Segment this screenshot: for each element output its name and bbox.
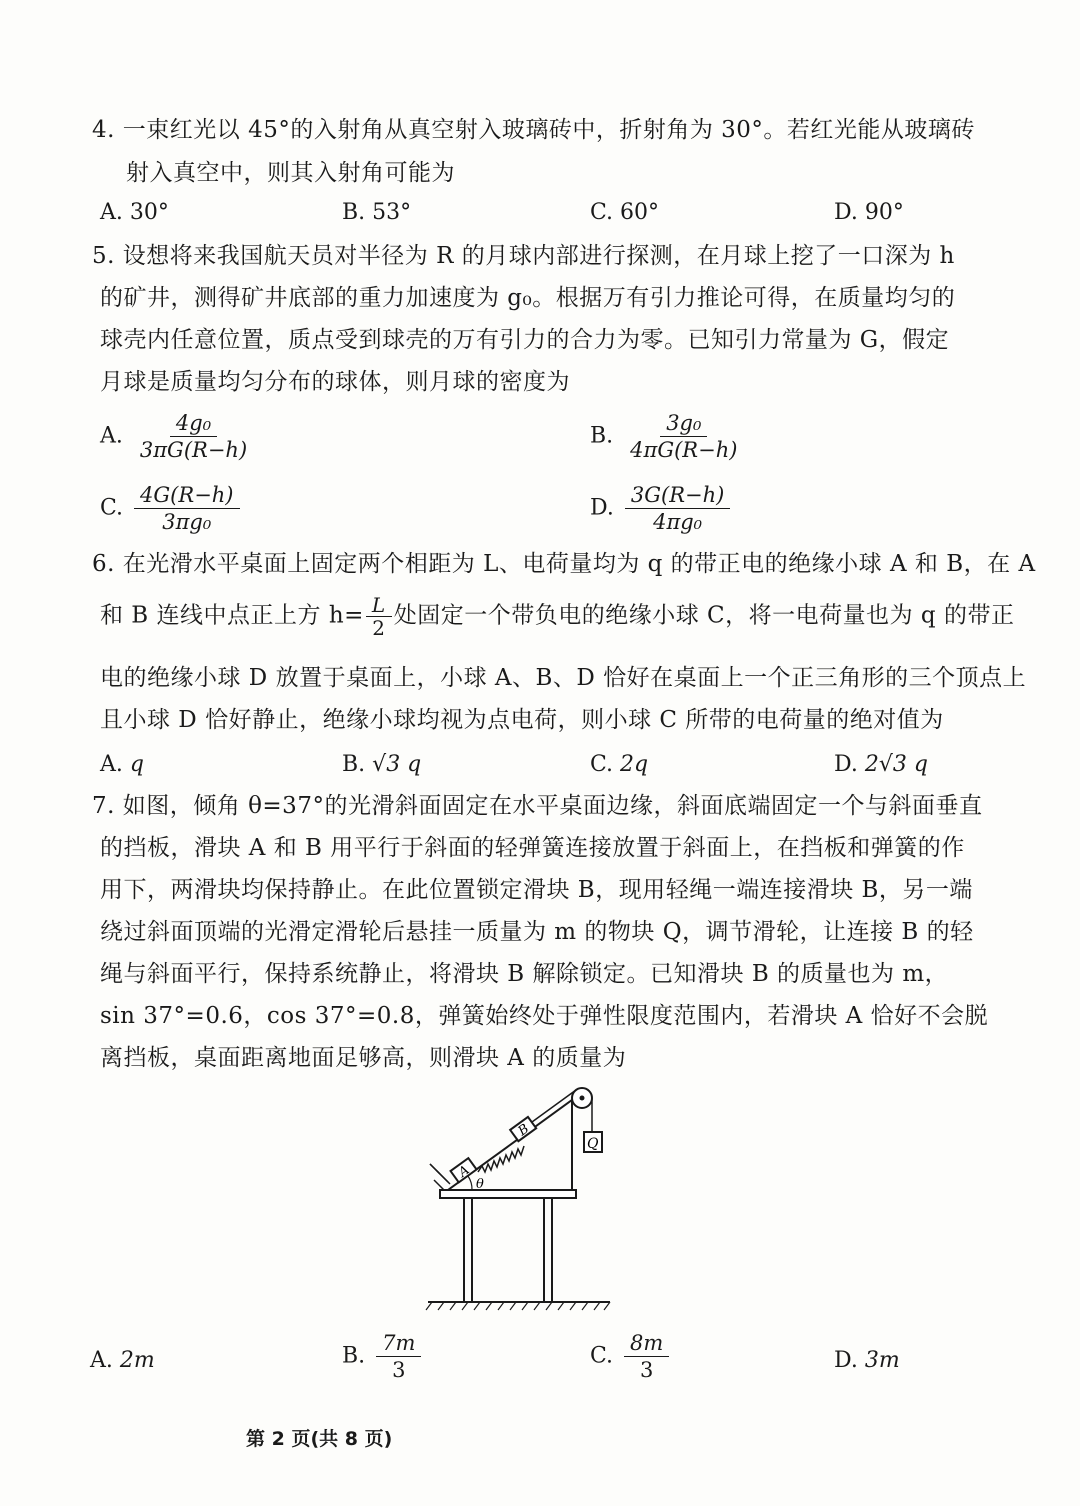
table-legs — [464, 1198, 552, 1302]
spring — [478, 1146, 524, 1172]
q5-option-c-fraction: $\frac{4G(R-h)}{\text{3πg₀}}$ — [134, 482, 239, 535]
q6-line-4: 且小球 D 恰好静止，绝缘小球均视为点电荷，则小球 C 所带的电荷量的绝对值为 — [100, 707, 944, 733]
q5-option-d-fraction: $\frac{3G(R-h)}{\text{4πg₀}}$ — [625, 482, 730, 535]
q5-option-b: B. $\frac{\text{3g₀}}{4\pi G(R-h)}$ — [590, 410, 743, 463]
q7-line-2: 的挡板，滑块 A 和 B 用平行于斜面的轻弹簧连接放置于斜面上，在挡板和弹簧的作 — [100, 835, 965, 861]
incline-figure — [420, 1080, 620, 1320]
q6-line-1: 6. 在光滑水平桌面上固定两个相距为 L、电荷量均为 q 的带正电的绝缘小球 A 和 B，在 A — [92, 551, 1036, 577]
q7-line-5: 绳与斜面平行，保持系统静止，将滑块 B 解除锁定。已知滑块 B 的质量也为 m， — [100, 961, 949, 987]
q7-line-1: 7. 如图，倾角 θ=37°的光滑斜面固定在水平桌面边缘，斜面底端固定一个与斜面垂直 — [92, 793, 983, 819]
q6-line-3: 电的绝缘小球 D 放置于桌面上，小球 A、B、D 恰好在桌面上一个正三角形的三个顶点上 — [100, 665, 1027, 691]
q4-option-b: B. 53° — [342, 200, 412, 225]
q6-option-d: D. 2√3 q — [834, 752, 928, 777]
block-a — [451, 1158, 478, 1184]
q6-line-2: 和 B 连线中点正上方 h= $\frac{L}{2}$ 处固定一个带负电的绝缘小球 C，将一电荷量也为 q 的带正 — [100, 593, 1015, 640]
label-a: A — [455, 1162, 473, 1181]
q5-option-a-fraction: $\frac{\text{4g₀}}{3\pi G(R-h)}$ — [139, 411, 248, 462]
q5-option-a: A. $\frac{\text{4g₀}}{3\pi G(R-h)}$ — [100, 410, 253, 463]
q4-line-2: 射入真空中，则其入射角可能为 — [126, 160, 455, 186]
q5-option-c: C. $\frac{4G(R-h)}{\text{3πg₀}}$ — [100, 482, 240, 535]
q7-option-c: C. $\frac{8m}{3}$ — [590, 1330, 669, 1383]
q7-option-a: A. 2m — [90, 1348, 155, 1373]
page-footer: 第 2 页(共 8 页) — [246, 1428, 393, 1450]
q7-option-d: D. 3m — [834, 1348, 900, 1373]
q7-line-7: 离挡板，桌面距离地面足够高，则滑块 A 的质量为 — [100, 1045, 627, 1071]
q7-line-4: 绕过斜面顶端的光滑定滑轮后悬挂一质量为 m 的物块 Q，调节滑轮，让连接 B 的轻 — [100, 919, 974, 945]
q4-option-d: D. 90° — [834, 200, 904, 225]
q4-option-c: C. 60° — [590, 200, 660, 225]
q4-line-1: 4. 一束红光以 45°的入射角从真空射入玻璃砖中，折射角为 30°。若红光能从玻璃砖 — [92, 117, 975, 143]
q5-line-2: 的矿井，测得矿井底部的重力加速度为 g₀。根据万有引力推论可得，在质量均匀的 — [100, 285, 956, 311]
label-theta: θ — [476, 1177, 484, 1192]
rope-incline — [532, 1090, 576, 1122]
q5-line-3: 球壳内任意位置，质点受到球壳的万有引力的合力为零。已知引力常量为 G，假定 — [100, 327, 950, 353]
q5-option-b-fraction: $\frac{\text{3g₀}}{4\pi G(R-h)}$ — [630, 411, 738, 462]
label-q: Q — [587, 1136, 599, 1152]
q4-option-a: A. 30° — [100, 200, 169, 225]
pulley-axle — [580, 1096, 585, 1101]
q6-h-fraction: $\frac{L}{2}$ — [366, 594, 392, 639]
q7-line-3: 用下，两滑块均保持静止。在此位置锁定滑块 B，现用轻绳一端连接滑块 B，另一端 — [100, 877, 973, 903]
q7-line-6: sin 37°=0.6，cos 37°=0.8，弹簧始终处于弹性限度范围内，若滑块 A 恰好不会脱 — [100, 1003, 989, 1029]
q7-option-b: B. $\frac{7m}{3}$ — [342, 1330, 421, 1383]
table-top — [440, 1190, 576, 1198]
q5-line-1: 5. 设想将来我国航天员对半径为 R 的月球内部进行探测，在月球上挖了一口深为 h — [92, 243, 955, 269]
q6-option-a: A. q — [100, 752, 144, 777]
q5-line-4: 月球是质量均匀分布的球体，则月球的密度为 — [100, 369, 570, 395]
wall-hatch — [430, 1164, 450, 1190]
q6-option-b: B. √3 q — [342, 752, 422, 777]
angle-arc — [468, 1176, 472, 1190]
q5-option-d: D. $\frac{3G(R-h)}{\text{4πg₀}}$ — [590, 482, 730, 535]
ground-hatch — [426, 1302, 610, 1310]
label-b: B — [515, 1121, 533, 1140]
q7-option-c-fraction: $\frac{8m}{3}$ — [624, 1330, 669, 1383]
q6-option-c: C. 2q — [590, 752, 649, 777]
q7-option-b-fraction: $\frac{7m}{3}$ — [376, 1330, 421, 1383]
